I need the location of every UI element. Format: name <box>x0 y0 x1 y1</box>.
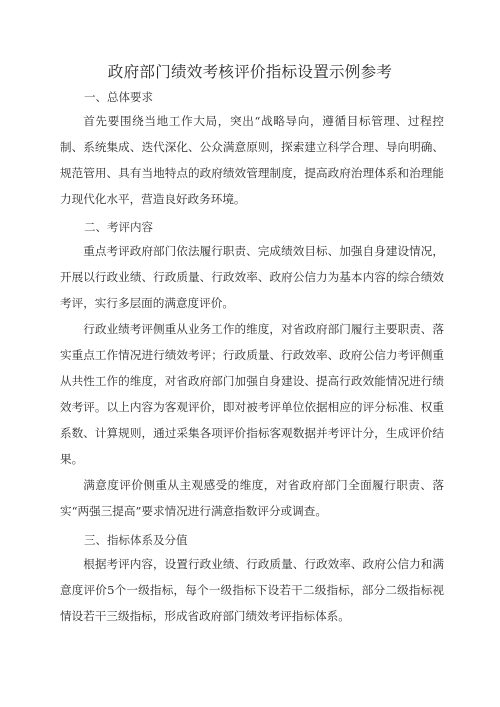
paragraph-indicator-system: 根据考评内容，设置行政业绩、行政质量、行政效率、政府公信力和满意度评价5个一级指标，每个一级指标下设若干二级指标，部分二级指标视情设若干三级指标，形成省政府部门绩效考评指标体系。 <box>60 557 444 623</box>
document-title: 政府部门绩效考核评价指标设置示例参考 <box>107 63 393 81</box>
paragraph-administrative-performance: 行政业绩考评侧重从业务工作的维度，对省政府部门履行主要职责、落实重点工作情况进行绩效考评；行政质量、行政效率、政府公信力考评侧重从共性工作的维度，对省政府部门加强自身建设、提高行政效能情况进行绩效考评。以上内容为客观评价，即对被考评单位依据相应的评分标准、权重系数、计算规则，通过采集各项评价指标客观数据并考评计分，生成评价结果。 <box>60 322 444 466</box>
section-heading-general-requirements: 一、总体要求 <box>84 90 153 104</box>
section-heading-evaluation-content: 二、考评内容 <box>84 220 153 234</box>
section-heading-indicator-system: 三、指标体系及分值 <box>84 533 188 547</box>
paragraph-satisfaction-evaluation: 满意度评价侧重从主观感受的维度，对省政府部门全面履行职责、落实“两强三提高”要求情况进行满意指数评分或调查。 <box>60 478 444 518</box>
paragraph-general-requirements: 首先要围绕当地工作大局，突出“战略导向，遵循目标管理、过程控制、系统集成、迭代深化、公众满意原则，探索建立科学合理、导向明确、规范管用、具有当地特点的政府绩效管理制度，提高政府治理体系和治理能力现代化水平，营造良好政务环境。 <box>60 114 444 206</box>
paragraph-evaluation-overview: 重点考评政府部门依法履行职责、完成绩效目标、加强自身建设情况，开展以行政业绩、行政质量、行政效率、政府公信力为基本内容的综合绩效考评，实行多层面的满意度评价。 <box>60 244 444 310</box>
